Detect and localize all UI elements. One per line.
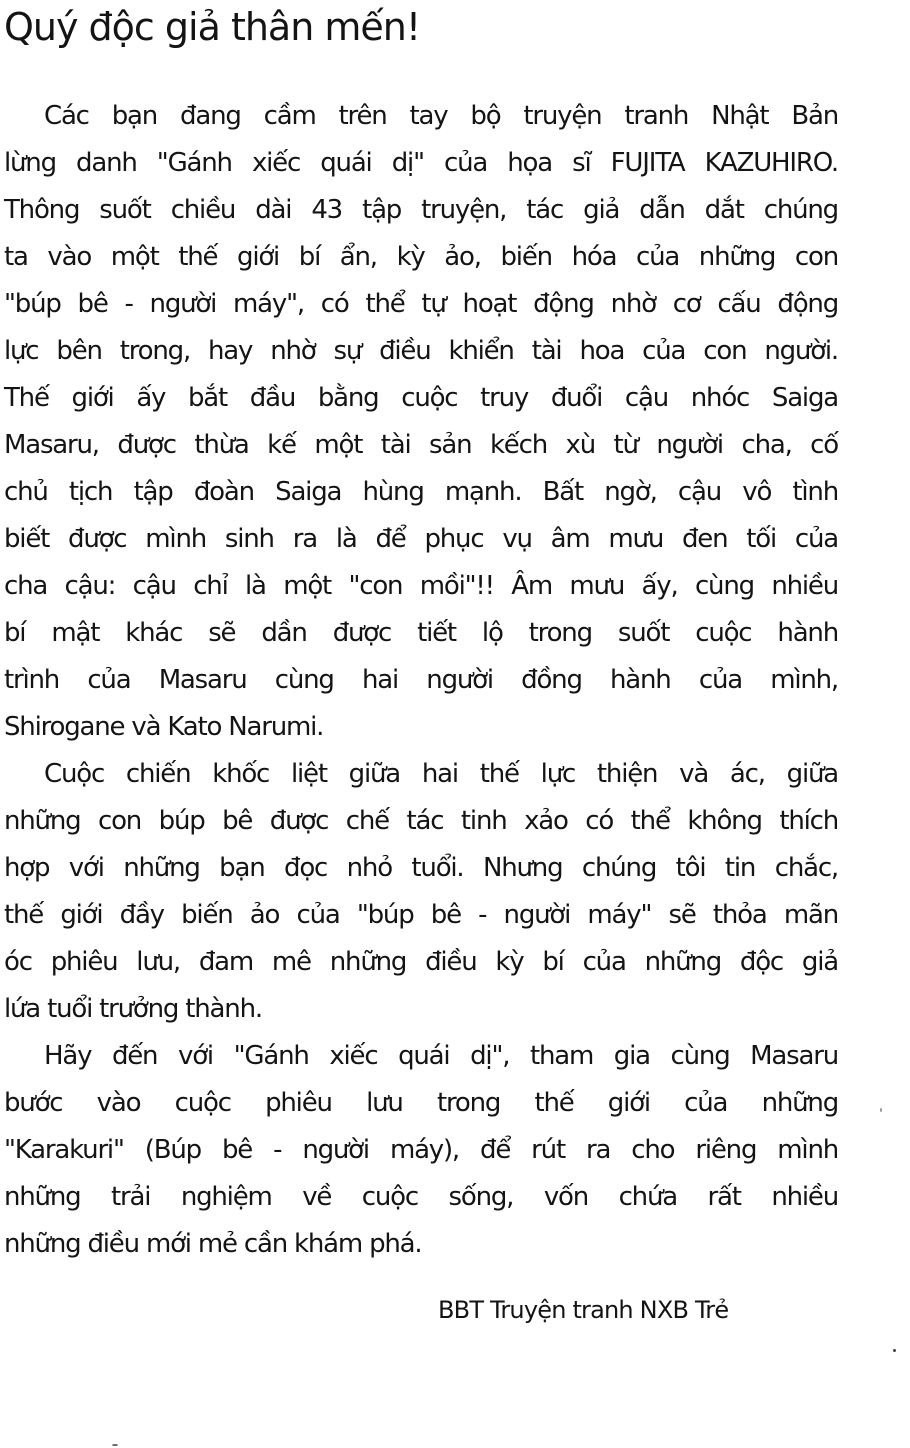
text-line: Masaru, được thừa kế một tài sản kếch xù từ người cha, cố bbox=[4, 430, 838, 460]
page-title: Quý độc giả thân mến! bbox=[4, 5, 421, 49]
text-line: Thế giới ấy bắt đầu bằng cuộc truy đuổi cậu nhóc Saiga bbox=[4, 383, 838, 413]
text-line: bước vào cuộc phiêu lưu trong thế giới của những bbox=[4, 1088, 838, 1118]
text-line: những con búp bê được chế tác tinh xảo có thể không thích bbox=[4, 806, 838, 836]
text-line: Shirogane và Kato Narumi. bbox=[4, 712, 324, 742]
signature: BBT Truyện tranh NXB Trẻ bbox=[438, 1296, 729, 1324]
text-line: trình của Masaru cùng hai người đồng hành của mình, bbox=[4, 665, 838, 695]
text-line: những điều mới mẻ cần khám phá. bbox=[4, 1229, 422, 1259]
text-line: cha cậu: cậu chỉ là một "con mồi"!! Âm mưu ấy, cùng nhiều bbox=[4, 571, 838, 601]
text-line: hợp với những bạn đọc nhỏ tuổi. Nhưng chúng tôi tin chắc, bbox=[4, 853, 838, 883]
text-line: óc phiêu lưu, đam mê những điều kỳ bí của những độc giả bbox=[4, 947, 838, 977]
text-line: biết được mình sinh ra là để phục vụ âm mưu đen tối của bbox=[4, 524, 838, 554]
scan-speck bbox=[893, 1349, 896, 1352]
text-line: Thông suốt chiều dài 43 tập truyện, tác giả dẫn dắt chúng bbox=[4, 195, 838, 225]
text-line: lừng danh "Gánh xiếc quái dị" của họa sĩ FUJITA KAZUHIRO. bbox=[4, 148, 838, 178]
text-line: "búp bê - người máy", có thể tự hoạt động nhờ cơ cấu động bbox=[4, 289, 838, 319]
scan-speck bbox=[880, 1108, 882, 1112]
text-line: Các bạn đang cầm trên tay bộ truyện tranh Nhật Bản bbox=[44, 101, 838, 131]
text-line: thế giới đầy biến ảo của "búp bê - người máy" sẽ thỏa mãn bbox=[4, 900, 838, 930]
text-line: "Karakuri" (Búp bê - người máy), để rút ra cho riêng mình bbox=[4, 1135, 838, 1165]
text-line: chủ tịch tập đoàn Saiga hùng mạnh. Bất ngờ, cậu vô tình bbox=[4, 477, 838, 507]
text-line: những trải nghiệm về cuộc sống, vốn chứa rất nhiều bbox=[4, 1182, 838, 1212]
scan-speck bbox=[112, 1444, 118, 1446]
text-line: ta vào một thế giới bí ẩn, kỳ ảo, biến hóa của những con bbox=[4, 242, 838, 272]
text-line: bí mật khác sẽ dần được tiết lộ trong suốt cuộc hành bbox=[4, 618, 838, 648]
text-line: Hãy đến với "Gánh xiếc quái dị", tham gia cùng Masaru bbox=[44, 1041, 838, 1071]
text-line: lực bên trong, hay nhờ sự điều khiển tài hoa của con người. bbox=[4, 336, 838, 366]
text-line: Cuộc chiến khốc liệt giữa hai thế lực thiện và ác, giữa bbox=[44, 759, 838, 789]
text-line: lứa tuổi trưởng thành. bbox=[4, 994, 262, 1024]
